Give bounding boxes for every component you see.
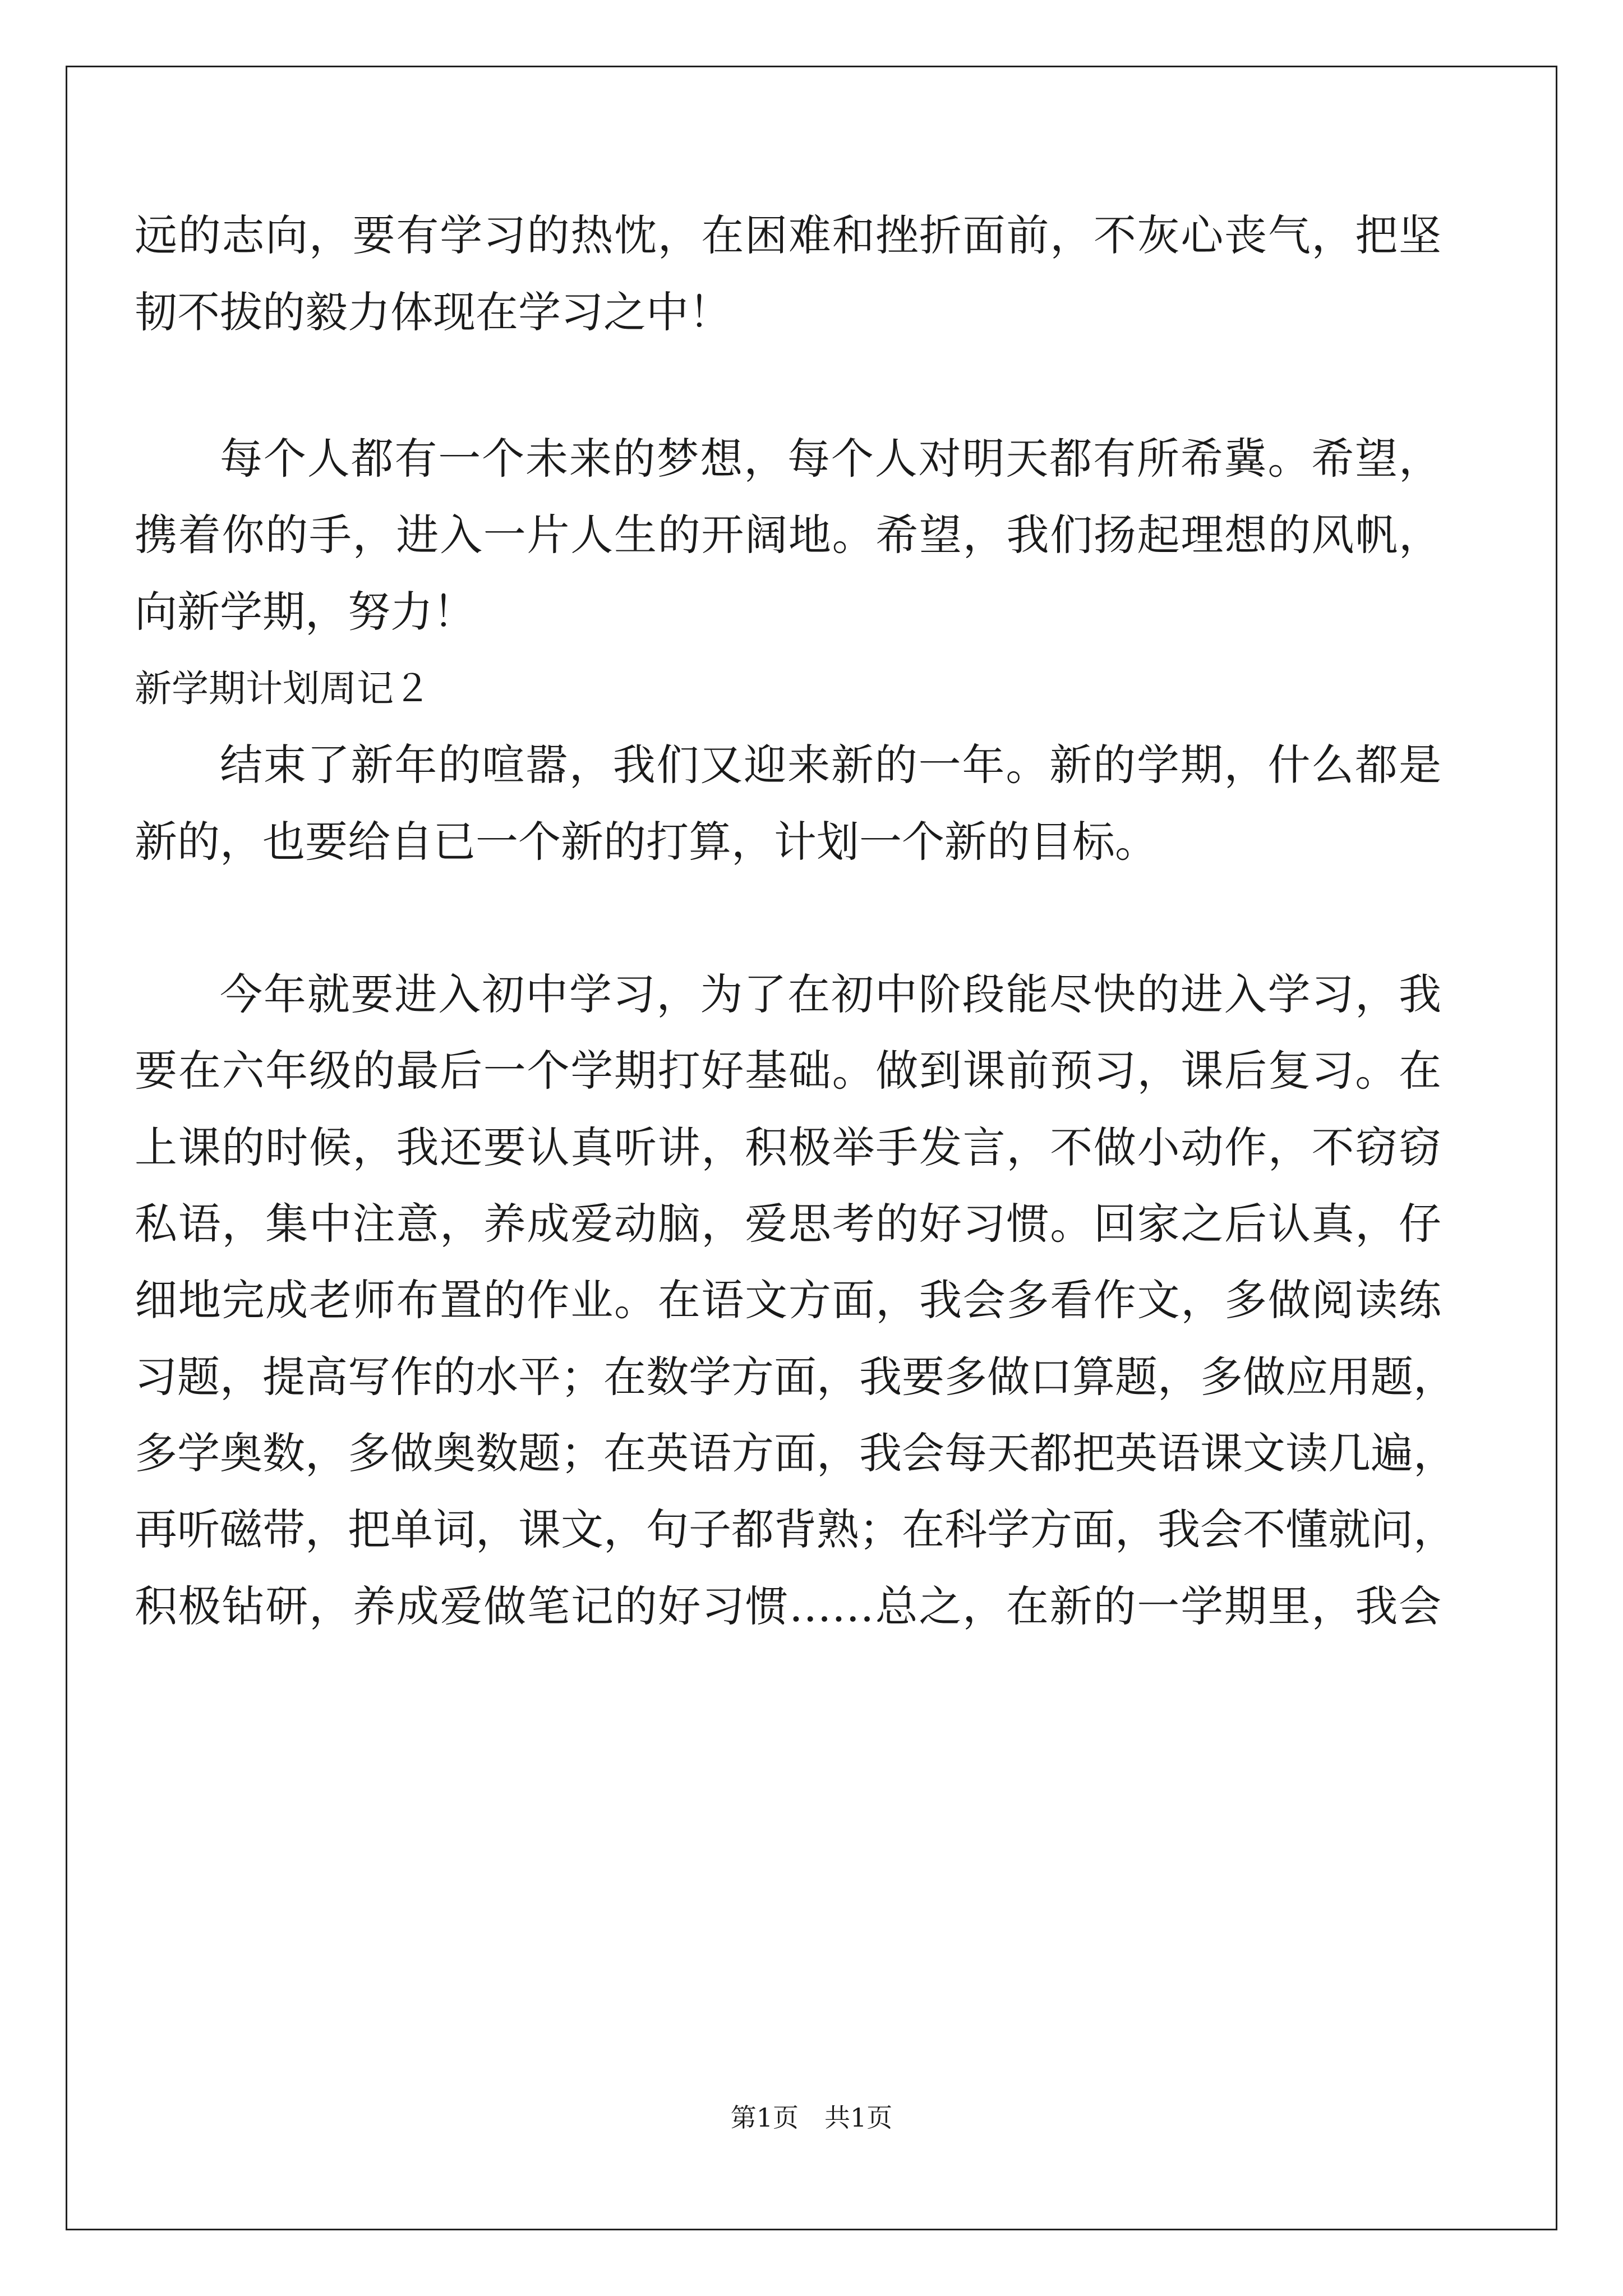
text-line: 要在六年级的最后一个学期打好基础。做到课前预习，课后复习。在 xyxy=(135,1046,1441,1096)
text-line: 私语，集中注意，养成爱动脑，爱思考的好习惯。回家之后认真，仔 xyxy=(135,1199,1441,1249)
section-heading: 新学期计划周记２ xyxy=(135,667,431,710)
text-line: 韧不拔的毅力体现在学习之中！ xyxy=(135,287,731,337)
text-line: 细地完成老师布置的作业。在语文方面，我会多看作文，多做阅读练 xyxy=(135,1275,1441,1325)
text-line: 积极钻研，养成爱做笔记的好习惯……总之，在新的一学期里，我会 xyxy=(135,1581,1441,1631)
text-line: 结束了新年的喧嚣，我们又迎来新的一年。新的学期，什么都是 xyxy=(220,740,1441,790)
text-line: 新的，也要给自已一个新的打算，计划一个新的目标。 xyxy=(135,817,1158,867)
text-line: 多学奥数，多做奥数题；在英语方面，我会每天都把英语课文读几遍， xyxy=(135,1428,1456,1478)
text-line: 携着你的手，进入一片人生的开阔地。希望，我们扬起理想的风帆， xyxy=(135,510,1441,560)
text-line: 上课的时候，我还要认真听讲，积极举手发言，不做小动作，不窃窃 xyxy=(135,1122,1441,1172)
page-footer: 第1页 共1页 xyxy=(730,2102,893,2133)
text-line: 每个人都有一个未来的梦想，每个人对明天都有所希冀。希望， xyxy=(220,434,1441,484)
text-line: 远的志向，要有学习的热忱，在困难和挫折面前，不灰心丧气，把坚 xyxy=(135,210,1441,260)
text-line: 今年就要进入初中学习，为了在初中阶段能尽快的进入学习，我 xyxy=(220,969,1441,1019)
text-line: 向新学期，努力！ xyxy=(135,587,476,637)
text-line: 习题，提高写作的水平；在数学方面，我要多做口算题，多做应用题， xyxy=(135,1352,1456,1402)
text-line: 再听磁带，把单词，课文，句子都背熟；在科学方面，我会不懂就问， xyxy=(135,1504,1456,1554)
